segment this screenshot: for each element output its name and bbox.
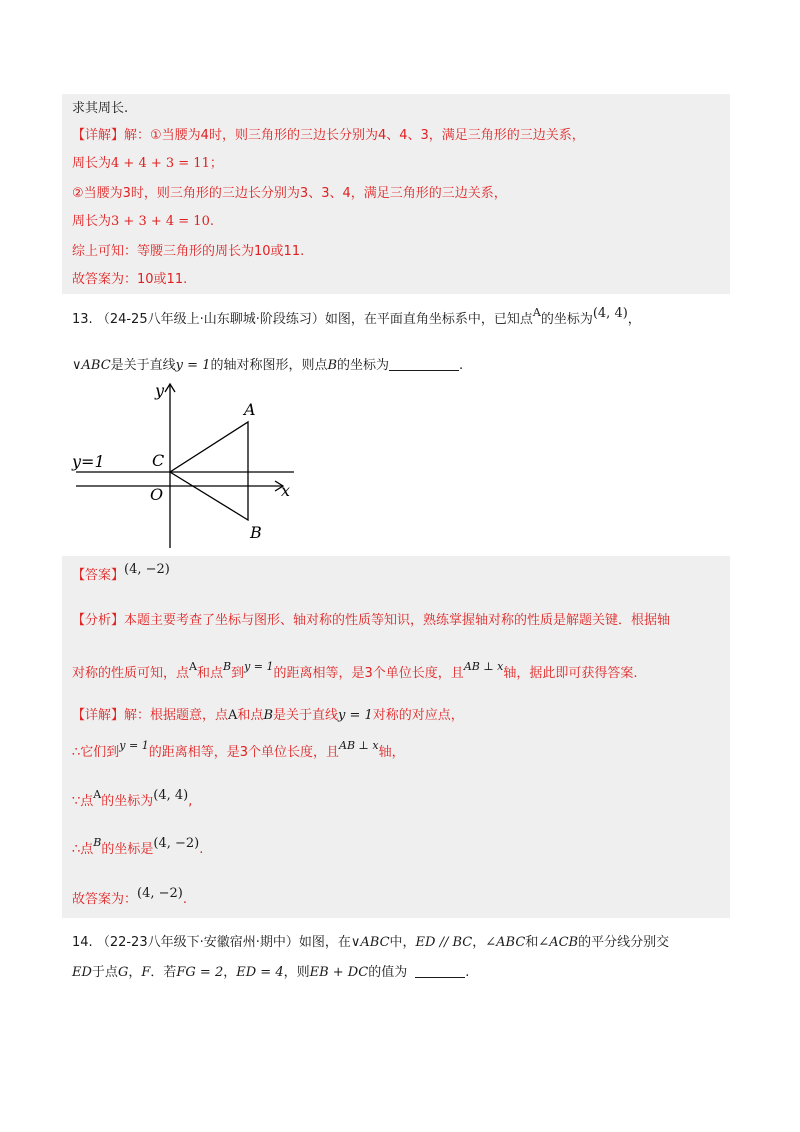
question-text: ．若: [150, 965, 177, 980]
detail-text: ∴它们到: [72, 745, 120, 760]
question-text: 和: [525, 935, 539, 950]
analysis-text: 轴，据此即可获得答案.: [503, 666, 638, 681]
detail-tag: 【详解】: [72, 708, 125, 723]
y-axis-arrow: [165, 384, 175, 392]
math-expression: AB ⊥ x: [339, 739, 379, 752]
coordinate: (4, −2): [153, 836, 200, 851]
math-expression: ED = 4: [236, 965, 284, 980]
label-x-axis: x: [281, 481, 291, 500]
q13-line2: [72, 356, 463, 376]
analysis-text: 到: [231, 666, 245, 681]
math-expression: ∠ABC: [485, 935, 526, 950]
question-number: 14.: [72, 935, 93, 950]
detail-text: 的坐标为: [101, 794, 154, 809]
question-text: ，: [472, 935, 486, 950]
detail-tag: 【详解】: [72, 128, 125, 143]
sol12-text: 解：①当腰为4时，则三角形的三边长分别为4、4、3，满足三角形的三边关系，: [124, 128, 585, 143]
q13-line1: [72, 306, 641, 330]
math-expression: 4 + 4 + 3 = 11: [111, 156, 210, 171]
math-expression: ∠ACB: [538, 935, 579, 950]
question-text: 是关于直线: [110, 358, 176, 373]
point-label: A: [228, 708, 238, 723]
question-text: ，: [627, 312, 641, 327]
ans13-detail-line4: [72, 836, 204, 860]
analysis-text: 对称的性质可知，点: [72, 666, 190, 681]
question-text: ，则: [283, 965, 310, 980]
label-line-y1: y=1: [72, 452, 105, 471]
label-point-b: B: [250, 523, 262, 542]
sol12-line1: 求其周长.: [72, 101, 129, 116]
point-label: A: [93, 788, 102, 801]
point-label: A: [189, 660, 197, 673]
detail-text: 的距离相等，是3个单位长度，且: [148, 745, 339, 760]
ans13-answer-line: [72, 562, 170, 586]
question-text: 于点: [91, 965, 118, 980]
question-text: 的轴对称图形，则点: [210, 358, 328, 373]
math-expression: y = 1: [338, 708, 373, 723]
math-expression: AB ⊥ x: [463, 660, 504, 673]
ans13-detail-line3: [72, 788, 193, 812]
label-y-axis: y: [155, 381, 165, 400]
detail-text: 故答案为：: [72, 892, 138, 907]
question-text: 的坐标为: [337, 358, 390, 373]
question-text: 的平分线分别交: [578, 935, 670, 950]
detail-text: 解：根据题意，点: [124, 708, 229, 723]
math-expression: ED // BC: [415, 935, 473, 950]
detail-text: .: [182, 892, 187, 907]
detail-text: 和点: [237, 708, 264, 723]
answer-tag: 【答案】: [72, 568, 125, 583]
math-expression: y = 1: [175, 358, 211, 373]
point-label: B: [263, 708, 273, 723]
math-expression: 3 + 3 + 4 = 10: [111, 214, 210, 229]
coordinate: (4, −2): [137, 886, 183, 901]
point-label: F: [141, 965, 151, 980]
analysis-text: 和点: [196, 666, 223, 681]
detail-text: ∴点: [72, 842, 94, 857]
sol12-line7: 故答案为：10或11.: [72, 272, 188, 287]
analysis-text: 本题主要考查了坐标与图形、轴对称的性质等知识，熟练掌握轴对称的性质是解题关键．根据轴: [124, 613, 671, 628]
coordinate: (4, 4): [153, 788, 189, 803]
point-label: G: [117, 965, 129, 980]
label-origin: O: [150, 485, 164, 504]
detail-text: ,: [188, 794, 193, 809]
question-number: 13.: [72, 312, 93, 327]
ans13-analysis-line2: [72, 660, 638, 684]
sol12-text: 周长为: [72, 156, 112, 171]
label-point-c: C: [152, 451, 165, 470]
sol12-line4: ②当腰为3时，则三角形的三边长分别为3、3、4，满足三角形的三边关系，: [72, 186, 507, 201]
coordinate: (4, 4): [592, 306, 628, 321]
ans13-detail-line1: [72, 706, 464, 726]
question-text: .: [459, 358, 464, 373]
sol12-text: ；: [209, 156, 223, 171]
sol12-line2: [72, 126, 585, 146]
question-text: 中，: [389, 935, 416, 950]
sol12-text: 周长为: [72, 214, 112, 229]
label-point-a: A: [244, 400, 256, 419]
sol12-line3: [72, 154, 223, 174]
detail-text: 对称的对应点，: [372, 708, 464, 723]
question-text: （22-23八年级下·安徽宿州·期中）如图，在: [96, 935, 351, 950]
point-label: A: [532, 306, 541, 319]
triangle-symbol: ∨ABC: [350, 935, 390, 950]
answer-blank: [415, 963, 465, 978]
analysis-text: 的距离相等，是3个单位长度，且: [273, 666, 464, 681]
ans13-detail-line5: [72, 886, 187, 910]
q14-line1: [72, 933, 669, 953]
question-text: ，: [128, 965, 142, 980]
math-expression: y = 1: [119, 739, 149, 752]
q14-line2: [72, 963, 469, 983]
point-label: B: [222, 660, 232, 673]
sol12-line6: 综上可知：等腰三角形的周长为10或11.: [72, 244, 305, 259]
detail-text: 是关于直线: [273, 708, 339, 723]
detail-text: 轴，: [378, 745, 405, 760]
question-text: .: [465, 965, 470, 980]
question-text: 的值为: [368, 965, 408, 980]
math-expression: y = 1: [244, 660, 274, 673]
detail-text: .: [199, 842, 204, 857]
math-expression: EB + DC: [309, 965, 369, 980]
ans13-detail-line2: [72, 739, 405, 763]
detail-text: 的坐标是: [101, 842, 154, 857]
answer-value: (4, −2): [124, 562, 170, 577]
question-text: 的坐标为: [540, 312, 593, 327]
question-text: ，: [223, 965, 237, 980]
triangle-symbol: ∨ABC: [72, 358, 111, 373]
math-expression: FG = 2: [176, 965, 224, 980]
question-text: （24-25八年级上·山东聊城·阶段练习）如图，在平面直角坐标系中，已知点: [96, 312, 533, 327]
analysis-tag: 【分析】: [72, 613, 125, 628]
detail-text: ∵点: [72, 794, 94, 809]
ans13-analysis-line1: [72, 611, 670, 631]
triangle-abc: [170, 422, 248, 520]
x-axis-arrow: [275, 481, 283, 491]
sol12-text: .: [209, 214, 214, 229]
math-expression: ED: [72, 965, 92, 980]
answer-blank: [389, 356, 459, 371]
sol12-line5: [72, 212, 214, 232]
point-label: B: [327, 358, 338, 373]
point-label: B: [93, 836, 102, 849]
